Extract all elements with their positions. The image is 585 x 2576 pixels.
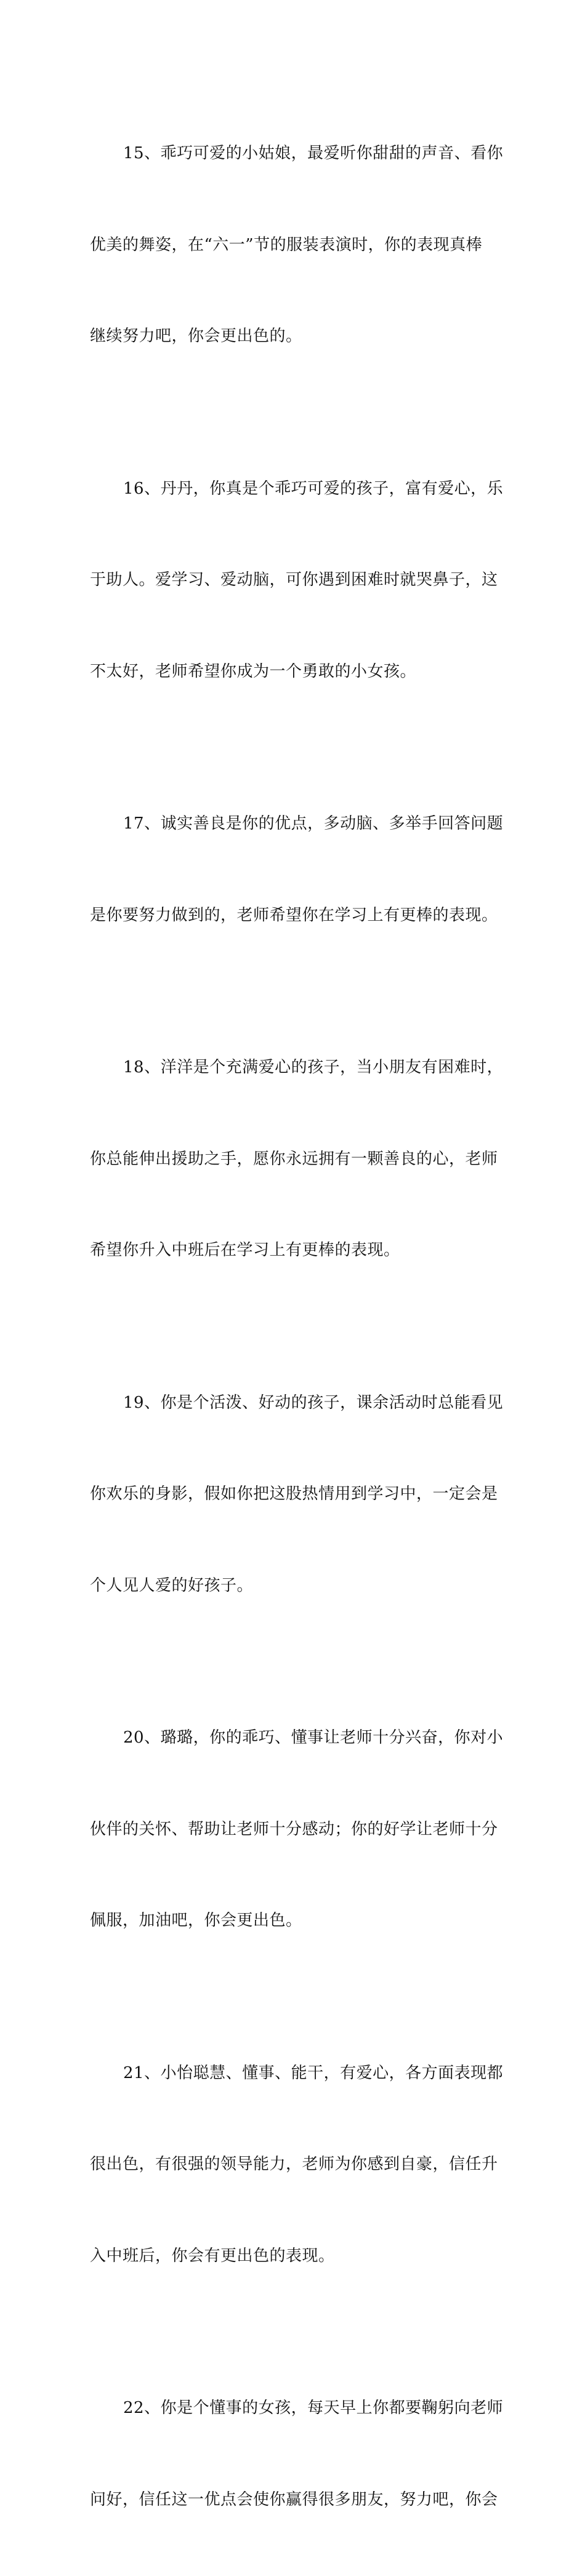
paragraph-line: 20、璐璐，你的乖巧、懂事让老师十分兴奋，你对小 [123, 1728, 504, 1747]
paragraph-line: 你总能伸出援助之手，愿你永远拥有一颗善良的心，老师 [90, 1149, 498, 1168]
paragraph-line: 不太好，老师希望你成为一个勇敢的小女孩。 [90, 662, 417, 681]
paragraph-line: 19、你是个活泼、好动的孩子，课余活动时总能看见 [123, 1393, 504, 1412]
paragraph-line: 问好，信任这一优点会使你赢得很多朋友，努力吧，你会 [90, 2490, 498, 2509]
document-body [90, 78, 504, 2576]
paragraph-line: 16、丹丹，你真是个乖巧可爱的孩子，富有爱心，乐 [123, 479, 504, 498]
paragraph-line: 入中班后，你会有更出色的表现。 [90, 2246, 335, 2265]
paragraph-line: 15、乖巧可爱的小姑娘，最爱听你甜甜的声音、看你 [123, 144, 504, 163]
paragraph-line: 继续努力吧，你会更出色的。 [90, 327, 302, 345]
paragraph-21 [90, 1997, 504, 2333]
paragraph-16 [90, 413, 504, 748]
paragraph-line: 是你要努力做到的，老师希望你在学习上有更棒的表现。 [90, 905, 498, 925]
paragraph-19 [90, 1327, 504, 1663]
paragraph-line: 17、诚实善良是你的优点，多动脑、多举手回答问题 [123, 814, 504, 833]
paragraph-line: 优美的舞姿，在“六一”节的服装表演时，你的表现真棒 [90, 235, 483, 254]
paragraph-line: 于助人。爱学习、爱动脑，可你遇到困难时就哭鼻子，这 [90, 571, 498, 589]
paragraph-line: 22、你是个懂事的女孩，每天早上你都要鞠躬向老师 [123, 2399, 504, 2417]
paragraph-line: 21、小怡聪慧、懂事、能干，有爱心，各方面表现都 [123, 2063, 504, 2082]
paragraph-line: 希望你升入中班后在学习上有更棒的表现。 [90, 1241, 400, 1259]
paragraph-line: 很出色，有很强的领导能力，老师为你感到自豪，信任升 [90, 2155, 498, 2173]
paragraph-18 [90, 992, 504, 1327]
paragraph-17 [90, 748, 504, 992]
paragraph-line: 佩服，加油吧，你会更出色。 [90, 1911, 302, 1930]
paragraph-line: 伙伴的关怀、帮助让老师十分感动；你的好学让老师十分 [90, 1820, 498, 1839]
paragraph-line: 你欢乐的身影，假如你把这股热情用到学习中，一定会是 [90, 1485, 498, 1503]
paragraph-20 [90, 1662, 504, 1997]
paragraph-15 [90, 78, 504, 413]
paragraph-22 [90, 2332, 504, 2576]
paragraph-line: 个人见人爱的好孩子。 [90, 1576, 254, 1595]
paragraph-line: 18、洋洋是个充满爱心的孩子，当小朋友有困难时， [123, 1058, 504, 1077]
